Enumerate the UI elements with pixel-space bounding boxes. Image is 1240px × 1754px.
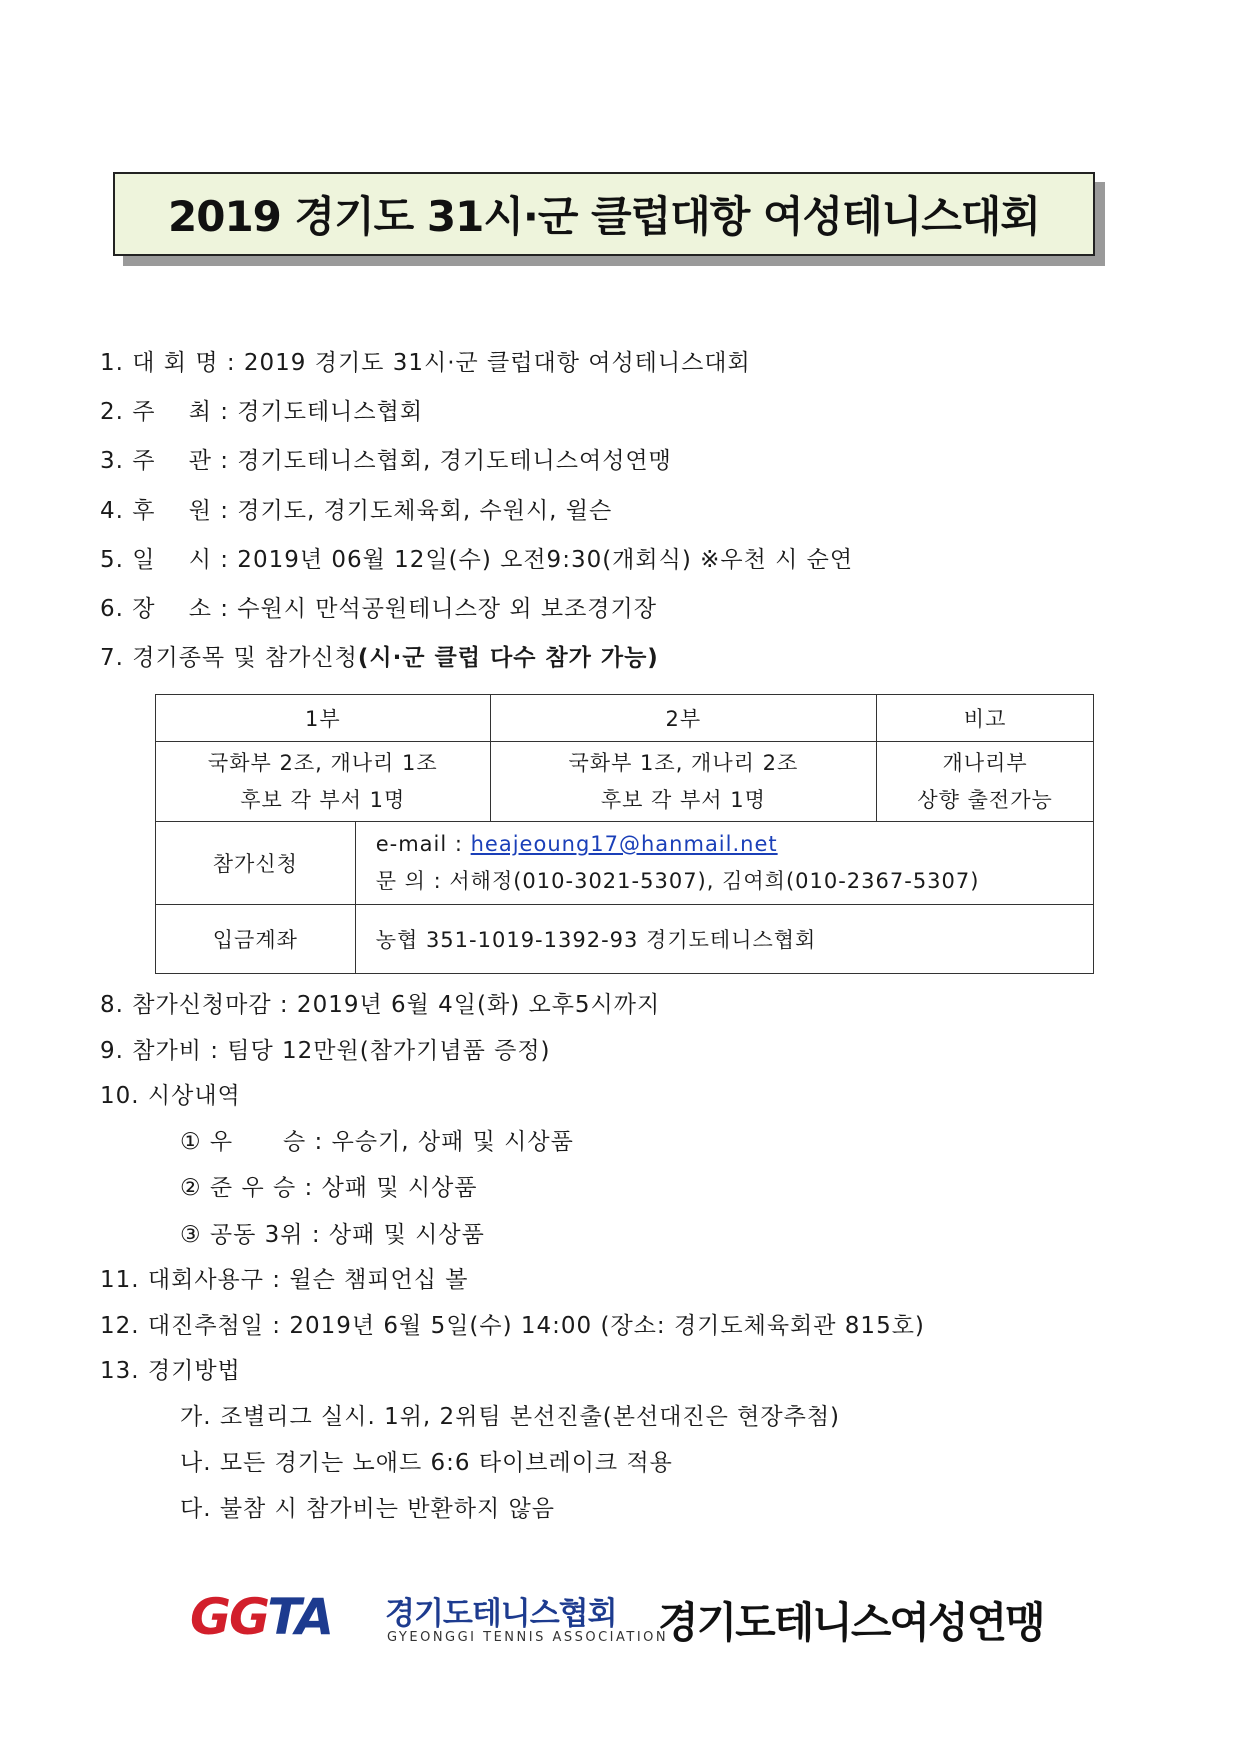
award-winner: ① 우 승 : 우승기, 상패 및 시상품	[180, 1129, 574, 1155]
inquiry-line: 문 의 : 서해정(010-3021-5307), 김여희(010-2367-5307)	[375, 869, 980, 893]
header-note: 비고	[877, 695, 1094, 742]
account-value: 농협 351-1019-1392-93 경기도테니스협회	[355, 905, 1093, 974]
header-division-2: 2부	[490, 695, 877, 742]
item-7-note: (시·군 클럽 다수 참가 가능)	[357, 645, 659, 671]
item-8-deadline: 8. 참가신청마감 : 2019년 6월 4일(화) 오후5시까지	[100, 992, 661, 1018]
division-2-reserves: 후보 각 부서 1명	[600, 787, 766, 812]
note-cell	[877, 742, 1094, 822]
account-label: 입금계좌	[156, 905, 356, 974]
apply-label: 참가신청	[156, 822, 356, 905]
item-13-method: 13. 경기방법	[100, 1358, 241, 1384]
ggta-logo-gg: GG	[190, 1588, 268, 1646]
association-name-korean: 경기도테니스협회	[385, 1596, 617, 1632]
item-7-events	[100, 643, 659, 673]
footer-logos	[190, 1588, 1070, 1658]
item-7-prefix: 7. 경기종목 및 참가신청	[100, 645, 358, 671]
ggta-logo-ta: TA	[267, 1588, 333, 1646]
item-10-awards: 10. 시상내역	[100, 1083, 241, 1109]
ggta-logo	[190, 1588, 332, 1646]
award-third: ③ 공동 3위 : 상패 및 시상품	[180, 1222, 485, 1248]
table-header-row	[156, 695, 1094, 742]
item-6-venue: 6. 장 소 : 수원시 만석공원테니스장 외 보조경기장	[100, 596, 657, 622]
womens-league-logo: 경기도테니스여성연맹	[658, 1598, 1044, 1647]
table-row-account	[156, 905, 1094, 974]
table-row-application	[156, 822, 1094, 905]
email-link[interactable]: heajeoung17@hanmail.net	[470, 832, 778, 856]
table-row-divisions	[156, 742, 1094, 822]
method-c: 다. 불참 시 참가비는 반환하지 않음	[180, 1496, 555, 1522]
division-1-teams: 국화부 2조, 개나리 1조	[207, 750, 438, 775]
award-runner-up: ② 준 우 승 : 상패 및 시상품	[180, 1175, 478, 1201]
item-12-draw: 12. 대진추첨일 : 2019년 6월 5일(수) 14:00 (장소: 경기도체육회관 815호)	[100, 1313, 925, 1339]
email-line	[376, 826, 1093, 863]
division-1-reserves: 후보 각 부서 1명	[240, 787, 406, 812]
item-9-fee: 9. 참가비 : 팀당 12만원(참가기념품 증정)	[100, 1038, 551, 1064]
title-box	[113, 172, 1095, 256]
division-2-cell	[490, 742, 877, 822]
item-2-organizer: 2. 주 최 : 경기도테니스협회	[100, 399, 424, 425]
note-line-1: 개나리부	[942, 750, 1028, 775]
email-label: e-mail :	[375, 832, 471, 856]
note-line-2: 상향 출전가능	[917, 787, 1053, 812]
method-b: 나. 모든 경기는 노애드 6:6 타이브레이크 적용	[180, 1450, 673, 1476]
events-table	[155, 694, 1094, 974]
apply-details	[355, 822, 1093, 905]
division-2-teams: 국화부 1조, 개나리 2조	[568, 750, 799, 775]
item-1-event-name: 1. 대 회 명 : 2019 경기도 31시·군 클럽대항 여성테니스대회	[100, 350, 751, 376]
document-title: 2019 경기도 31시·군 클럽대항 여성테니스대회	[168, 192, 1040, 241]
association-name-english: GYEONGGI TENNIS ASSOCIATION	[387, 1630, 669, 1645]
header-division-1: 1부	[156, 695, 491, 742]
item-11-ball: 11. 대회사용구 : 윌슨 챔피언십 볼	[100, 1267, 469, 1293]
division-1-cell	[156, 742, 491, 822]
item-4-sponsor: 4. 후 원 : 경기도, 경기도체육회, 수원시, 윌슨	[100, 498, 613, 524]
item-5-date: 5. 일 시 : 2019년 06월 12일(수) 오전9:30(개회식) ※우천 시 순연	[100, 547, 854, 573]
item-3-host: 3. 주 관 : 경기도테니스협회, 경기도테니스여성연맹	[100, 448, 672, 474]
method-a: 가. 조별리그 실시. 1위, 2위팀 본선진출(본선대진은 현장추첨)	[180, 1404, 841, 1430]
